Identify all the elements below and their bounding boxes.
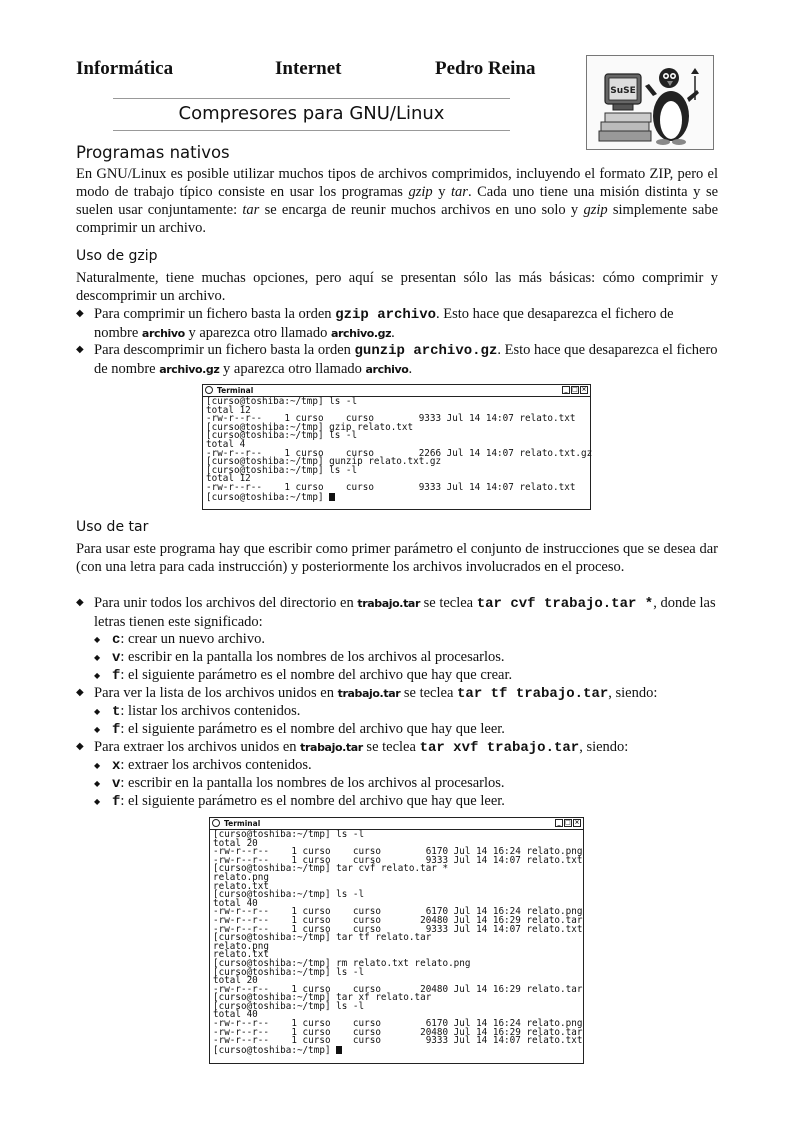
suse-logo	[586, 55, 714, 150]
sub-bullet-icon: ◆	[94, 635, 101, 644]
bullet-icon: ◆	[76, 344, 84, 355]
paragraph-gzip-intro: Naturalmente, tiene muchas opciones, pero aquí se presentan sólo las más básicas: cómo comprimir y descomprimir un archivo.	[76, 270, 718, 304]
header-subject: Informática	[76, 58, 174, 79]
title-rule-bottom	[113, 130, 510, 131]
list-item-gzip-compress: ◆ Para comprimir un fichero basta la orden gzip archivo. Esto hace que desaparezca el fichero de nombre archivo y aparezca otro llamado archivo.gz.	[76, 306, 674, 341]
terminal-output[interactable]: [curso@toshiba:~/tmp] ls -l total 12 -rw-r--r-- 1 curso curso 9333 Jul 14 14:07 relato.txt [curso@toshiba:~/tmp] gzip relato.txt [curso@toshiba:~/tmp] ls -l total 4 -rw-r--r-- 1 curso curso 2266 Jul 14 14:07 relato.txt.gz [curso@toshiba:~/tmp] gunzip relato.txt.gz [curso@toshiba:~/tmp] ls -l total 12 -rw-r--r-- 1 curso curso 9333 Jul 14 14:07 relato.txt [curso@toshiba:~/tmp]	[206, 396, 593, 503]
paragraph-nativos: En GNU/Linux es posible utilizar muchos tipos de archivos comprimidos, incluyendo el formato ZIP, pero el modo de trabajo típico consiste en usar los programas gzip y tar. Cada uno tiene una misión distinta y se suelen usar conjuntamente: tar se encarga de reunir muchos archivos en uno solo y gzip simplemente sabe comprimir un archivo.	[76, 166, 719, 236]
minimize-button[interactable]: _	[562, 386, 570, 394]
sub-list-item-v-extract: ◆ v: escribir en la pantalla los nombres de los archivos al procesarlos.	[94, 775, 505, 792]
sub-bullet-icon: ◆	[94, 653, 101, 662]
sub-bullet-icon: ◆	[94, 707, 101, 716]
list-item-gzip-decompress: ◆ Para descomprimir un fichero basta la orden gunzip archivo.gz. Esto hace que desaparezca el fichero de nombre archivo.gz y aparezca otro llamado archivo.	[76, 342, 718, 377]
penguin-logo-icon	[587, 56, 713, 149]
sub-bullet-icon: ◆	[94, 725, 101, 734]
section-heading-nativos: Programas nativos	[76, 143, 230, 162]
terminal-menu-icon[interactable]	[212, 819, 220, 827]
header-topic: Internet	[275, 58, 342, 79]
sub-list-item-f-read: ◆ f: el siguiente parámetro es el nombre del archivo que hay que leer.	[94, 721, 505, 738]
bullet-icon: ◆	[76, 308, 84, 319]
header-author: Pedro Reina	[435, 58, 536, 79]
sub-list-item-c: ◆ c: crear un nuevo archivo.	[94, 631, 265, 648]
terminal-window-tar	[209, 817, 584, 1064]
terminal-cursor	[336, 1046, 342, 1054]
list-item-tar-extract: ◆ Para extraer los archivos unidos en trabajo.tar se teclea tar xvf trabajo.tar, siendo:	[76, 739, 629, 756]
maximize-button[interactable]: □	[565, 819, 571, 826]
sub-list-item-f-read-extract: ◆ f: el siguiente parámetro es el nombre del archivo que hay que leer.	[94, 793, 505, 810]
terminal-output[interactable]: [curso@toshiba:~/tmp] ls -l total 20 -rw-r--r-- 1 curso curso 6170 Jul 14 16:24 relato.png -rw-r--r-- 1 curso curso 9333 Jul 14 14:07 relato.txt [curso@toshiba:~/tmp] tar cvf relato.tar * relato.png relato.txt [curso@toshiba:~/tmp] ls -l total 40 -rw-r--r-- 1 curso curso 6170 Jul 14 16:24 relato.png -rw-r--r-- 1 curso curso 20480 Jul 14 16:29 relato.tar -rw-r--r-- 1 curso curso 9333 Jul 14 14:07 relato.txt [curso@toshiba:~/tmp] tar tf relato.tar relato.png relato.txt [curso@toshiba:~/tmp] rm relato.txt relato.png [curso@toshiba:~/tmp] ls -l total 20 -rw-r--r-- 1 curso curso 20480 Jul 14 16:29 relato.tar [curso@toshiba:~/tmp] tar xf relato.tar [curso@toshiba:~/tmp] ls -l total 40 -rw-r--r-- 1 curso curso 6170 Jul 14 16:24 relato.png -rw-r--r-- 1 curso curso 20480 Jul 14 16:29 relato.tar -rw-r--r-- 1 curso curso 9333 Jul 14 14:07 relato.txt [curso@toshiba:~/tmp]	[213, 829, 583, 1056]
sub-bullet-icon: ◆	[94, 761, 101, 770]
sub-list-item-t: ◆ t: listar los archivos contenidos.	[94, 703, 301, 720]
list-item-tar-list: ◆ Para ver la lista de los archivos unidos en trabajo.tar se teclea tar tf trabajo.tar, siendo:	[76, 685, 658, 702]
minimize-button[interactable]: _	[555, 819, 563, 827]
section-heading-gzip: Uso de gzip	[76, 248, 158, 264]
logo-text: SuSE	[610, 86, 636, 96]
section-heading-tar: Uso de tar	[76, 519, 149, 535]
title-rule-top	[113, 98, 510, 99]
sub-bullet-icon: ◆	[94, 779, 101, 788]
close-button[interactable]: ×	[581, 386, 587, 393]
list-item-tar-create: ◆ Para unir todos los archivos del directorio en trabajo.tar se teclea tar cvf trabajo.tar *, donde las letras tienen este significado:	[76, 595, 716, 630]
terminal-menu-icon[interactable]	[205, 386, 213, 394]
sub-bullet-icon: ◆	[94, 671, 101, 680]
close-button[interactable]: ×	[574, 819, 580, 826]
document-title: Compresores para GNU/Linux	[178, 103, 445, 124]
paragraph-tar-intro: Para usar este programa hay que escribir como primer parámetro el conjunto de instrucciones que se desea dar (con una letra para cada instrucción) y posteriormente los archivos involucrados en el proceso.	[76, 541, 718, 575]
sub-list-item-v: ◆ v: escribir en la pantalla los nombres de los archivos al procesarlos.	[94, 649, 505, 666]
terminal-cursor	[329, 493, 335, 501]
terminal-title: Terminal	[224, 819, 261, 828]
bullet-icon: ◆	[76, 741, 84, 752]
terminal-titlebar	[203, 385, 590, 397]
bullet-icon: ◆	[76, 687, 84, 698]
sub-bullet-icon: ◆	[94, 797, 101, 806]
terminal-titlebar	[210, 818, 583, 830]
sub-list-item-x: ◆ x: extraer los archivos contenidos.	[94, 757, 312, 774]
maximize-button[interactable]: □	[572, 386, 578, 393]
terminal-window-gzip	[202, 384, 591, 510]
sub-list-item-f-create: ◆ f: el siguiente parámetro es el nombre del archivo que hay que crear.	[94, 667, 513, 684]
terminal-title: Terminal	[217, 386, 254, 395]
bullet-icon: ◆	[76, 597, 84, 608]
